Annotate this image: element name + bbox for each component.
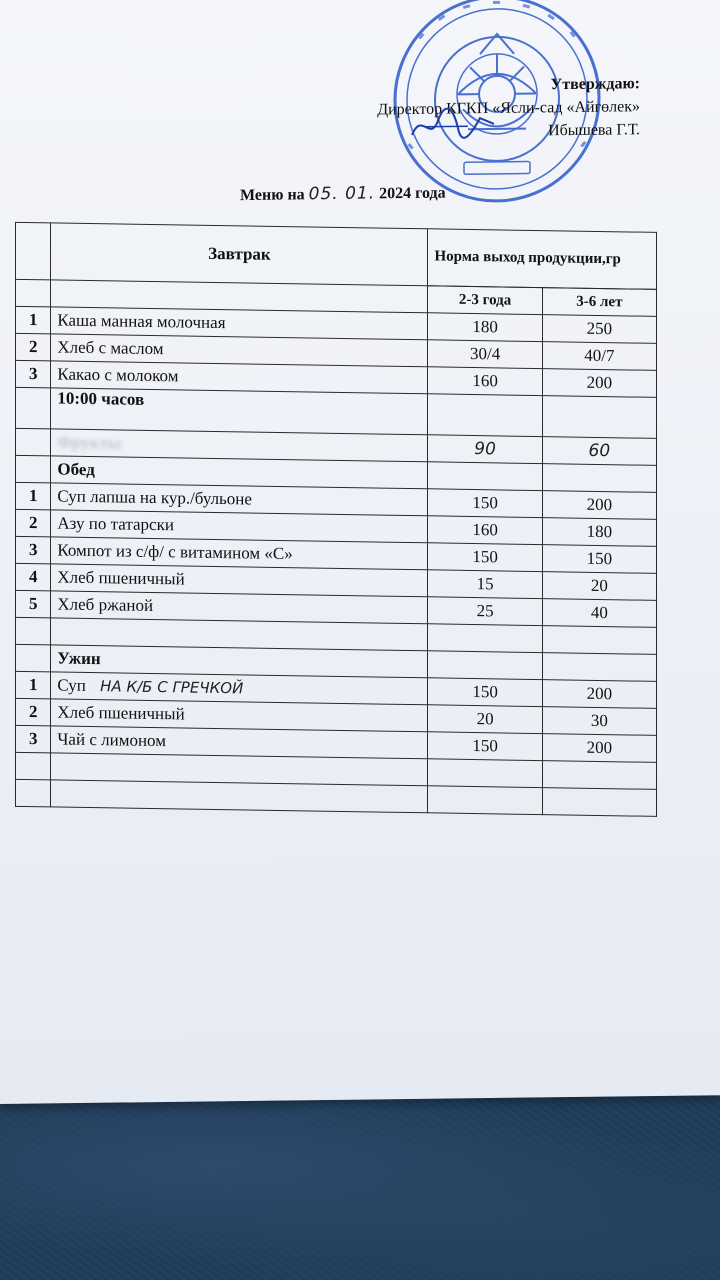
table-row: 2 Хлеб пшеничный 20 30 xyxy=(16,698,657,735)
table-row: 1 Каша манная молочная 180 250 xyxy=(16,306,657,343)
table-row: 1 Суп лапша на кур./бульоне 150 200 xyxy=(16,482,657,519)
snack-header: 10:00 часов xyxy=(51,388,428,435)
title-suffix: года xyxy=(415,184,446,202)
age-col-2: 3-6 лет xyxy=(542,288,656,317)
dinner-header: Ужин xyxy=(51,645,428,678)
table-row: 3 Какао с молоком 160 200 xyxy=(16,360,657,397)
lunch-header: Обед xyxy=(51,456,428,489)
title-date: 05. 01. xyxy=(308,183,376,205)
age-col-1: 2-3 года xyxy=(428,286,542,315)
dinner-soup-label: Суп xyxy=(57,675,86,695)
table-row: 4 Хлеб пшеничный 15 20 xyxy=(16,563,657,600)
table-row: 1 Суп НА К/Б С ГРЕЧКОЙ 150 200 xyxy=(16,671,657,708)
snack-item-b: 60 xyxy=(542,437,656,466)
table-row: 2 Азу по татарски 160 180 xyxy=(16,509,657,546)
approval-line-3: Ибышева Г.Т. xyxy=(548,121,640,140)
snack-item-a: 90 xyxy=(428,435,542,464)
table-header-row xyxy=(16,222,657,289)
approval-line-2: Директор КГКП «Ясли-сад «Айгөлек» xyxy=(377,98,640,119)
page-title xyxy=(240,183,446,206)
norm-header: Норма выход продукции,гр xyxy=(428,229,657,290)
menu-table xyxy=(15,222,657,817)
table-row: 2 Хлеб с маслом 30/4 40/7 xyxy=(16,333,657,370)
dinner-soup-handwritten: НА К/Б С ГРЕЧКОЙ xyxy=(100,677,244,698)
table-row: 3 Компот из с/ф/ с витамином «С» 150 150 xyxy=(16,536,657,573)
signature-icon xyxy=(408,106,498,147)
title-prefix: Меню на xyxy=(240,186,305,205)
snack-item-name: Фрукты xyxy=(51,429,428,462)
breakfast-header: Завтрак xyxy=(51,223,428,286)
table-row: 3 Чай с лимоном 150 200 xyxy=(16,725,657,762)
title-year: 2024 xyxy=(379,184,412,203)
table-row: 5 Хлеб ржаной 25 40 xyxy=(16,590,657,627)
table-surface xyxy=(0,1090,720,1280)
approval-line-1: Утверждаю: xyxy=(550,75,640,94)
